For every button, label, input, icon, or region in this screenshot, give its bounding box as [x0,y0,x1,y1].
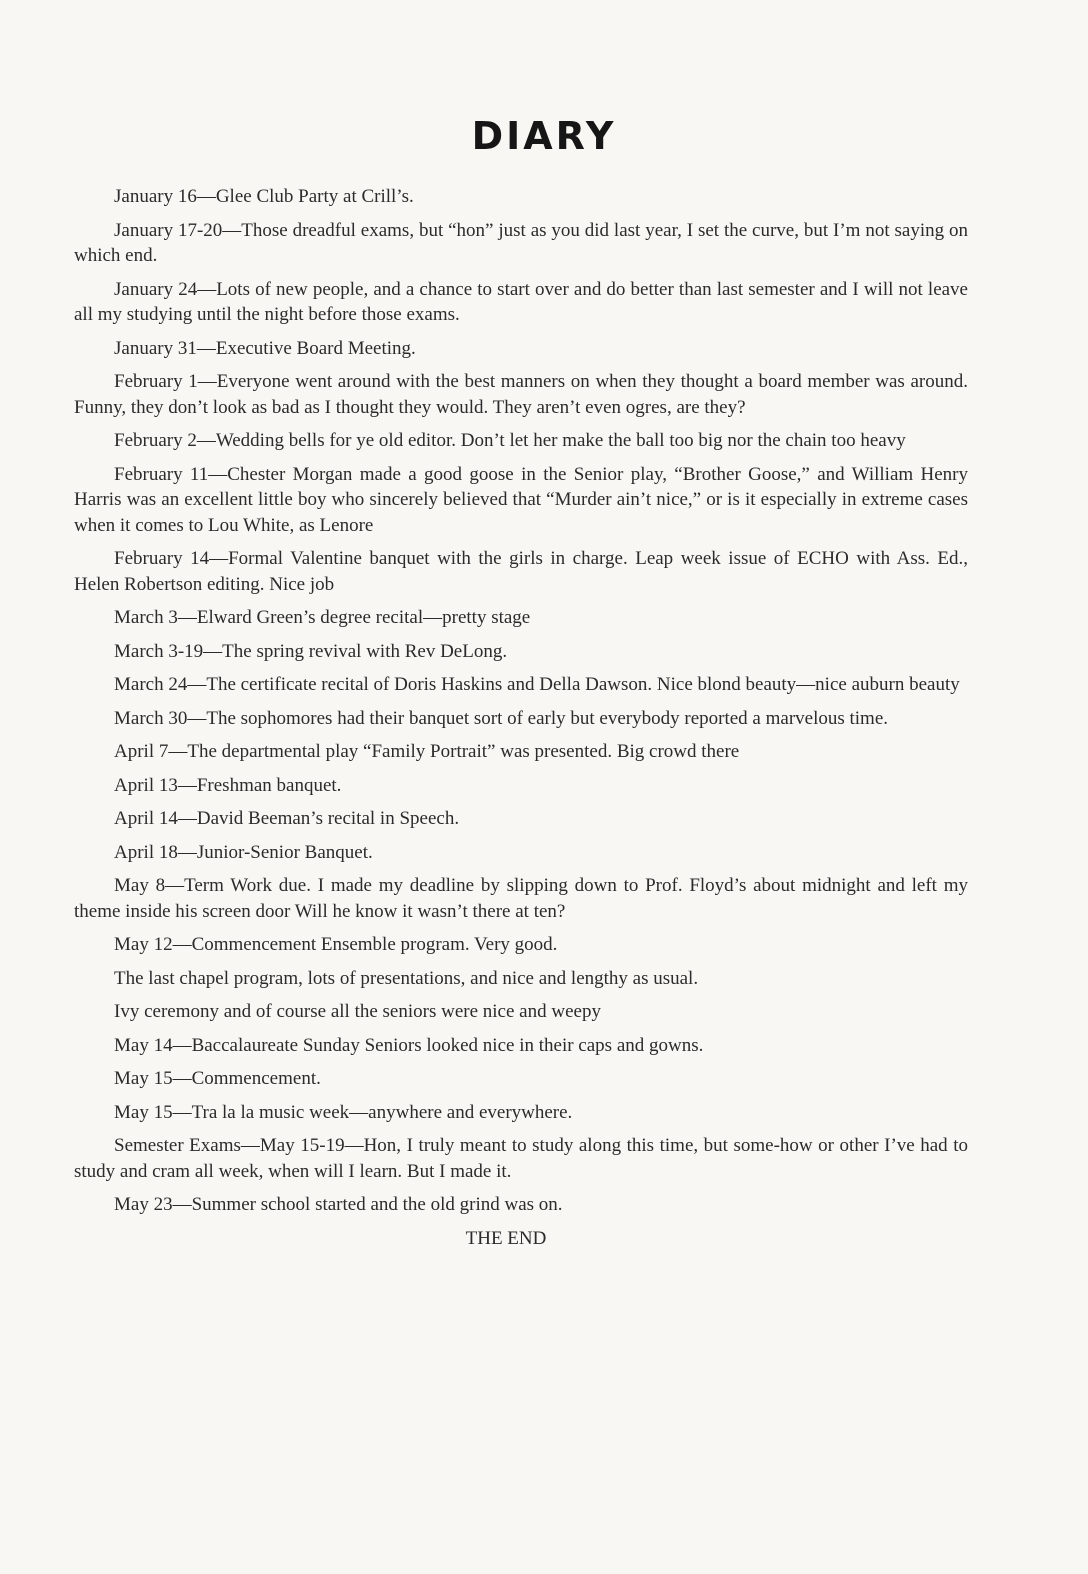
end-text: THE END [465,1227,547,1249]
diary-entry: February 2—Wedding bells for ye old editor. Don’t let her make the ball too big nor the chain too heavy [114,430,906,451]
diary-entry: April 14—David Beeman’s recital in Speech. [114,808,460,829]
diary-entry: April 18—Junior-Senior Banquet. [114,841,373,863]
diary-entry: February 14—Formal Valentine banquet with the girls in charge. Leap week issue of ECHO with Ass. Ed., Helen Robertson editing. Nice job [74,548,968,595]
diary-entry: Ivy ceremony and of course all the seniors were nice and weepy [114,1001,601,1022]
diary-entry: January 17-20—Those dreadful exams, but “hon” just as you did last year, I set the curve, but I’m not saying on which end. [74,219,968,266]
diary-entry: March 3-19—The spring revival with Rev DeLong. [114,640,508,662]
diary-entries [74,184,968,1251]
diary-entry: March 24—The certificate recital of Doris Haskins and Della Dawson. Nice blond beauty—nice auburn beauty [114,674,960,695]
diary-entry: May 23—Summer school started and the old grind was on. [114,1194,563,1215]
diary-entry: April 7—The departmental play “Family Portrait” was presented. Big crowd there [114,741,740,762]
diary-entry: March 3—Elward Green’s degree recital—pretty stage [114,607,531,628]
diary-entry: May 15—Commencement. [114,1068,321,1089]
diary-entry: February 1—Everyone went around with the best manners on when they thought a board member was around. Funny, they don’t look as bad as I thought they would. They aren’t even ogres, are they? [74,371,968,418]
diary-entry: May 8—Term Work due. I made my deadline by slipping down to Prof. Floyd’s about midnight and left my theme inside his screen door Will he know it wasn’t there at ten? [74,875,968,922]
diary-entry: May 15—Tra la la music week—anywhere and everywhere. [114,1101,573,1123]
diary-entry: February 11—Chester Morgan made a good goose in the Senior play, “Brother Goose,” and William Henry Harris was an excellent little boy who sincerely believed that “Murder ain’t nice,” or is it especially in extreme cases when it comes to Lou White, as Lenore [74,463,968,536]
diary-entry: March 30—The sophomores had their banquet sort of early but everybody reported a marvelous time. [114,707,889,729]
diary-entry: May 14—Baccalaureate Sunday Seniors looked nice in their caps and gowns. [114,1034,704,1056]
diary-entry: January 24—Lots of new people, and a chance to start over and do better than last semester and I will not leave all my studying until the night before those exams. [74,278,968,325]
diary-entry: January 31—Executive Board Meeting. [114,337,416,359]
diary-entry: The last chapel program, lots of presentations, and nice and lengthy as usual. [114,967,699,989]
diary-entry: January 16—Glee Club Party at Crill’s. [114,186,414,207]
diary-entry: Semester Exams—May 15-19—Hon, I truly meant to study along this time, but some-how or other I’ve had to study and cram all week, when will I learn. But I made it. [74,1135,968,1182]
page-title: DIARY [471,114,617,158]
diary-entry: May 12—Commencement Ensemble program. Very good. [114,934,558,955]
diary-entry: April 13—Freshman banquet. [114,774,342,796]
